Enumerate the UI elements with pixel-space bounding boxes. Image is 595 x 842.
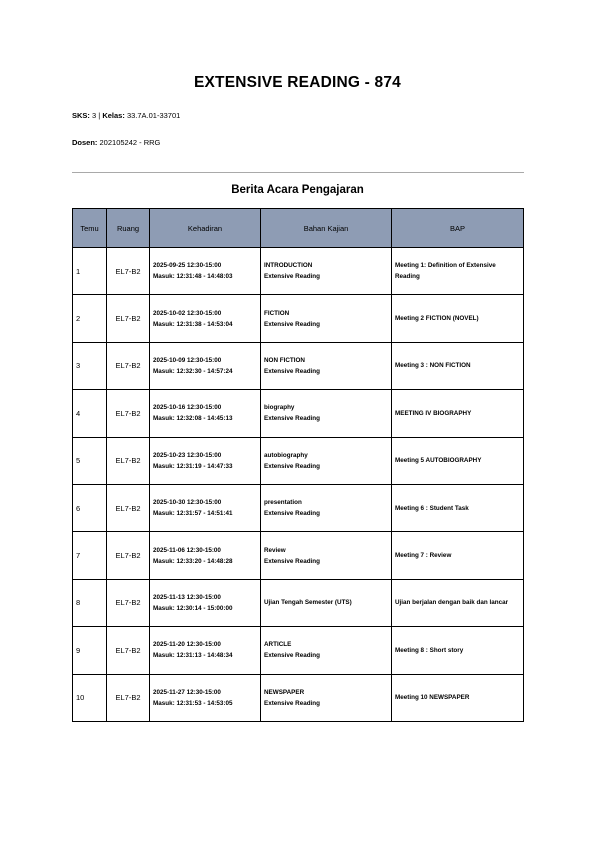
header-temu: Temu <box>73 209 107 248</box>
cell-bap <box>392 627 524 674</box>
bap-value: Meeting 2 FICTION (NOVEL) <box>395 315 479 323</box>
temu-value: 9 <box>76 645 81 655</box>
table-row <box>73 295 524 342</box>
jadwal-value: 2025-11-13 12:30-15:00 <box>153 593 221 601</box>
temu-value: 1 <box>76 266 81 276</box>
divider <box>72 172 524 173</box>
cell-bap <box>392 248 524 295</box>
temu-value: 8 <box>76 598 81 608</box>
topik-value: ARTICLE <box>264 641 292 649</box>
cell-ruang <box>107 390 150 437</box>
table-row <box>73 390 524 437</box>
cell-bap <box>392 532 524 579</box>
jadwal-value: 2025-10-16 12:30-15:00 <box>153 404 222 412</box>
sks-value: 3 <box>92 111 97 120</box>
jadwal-value: 2025-11-20 12:30-15:00 <box>153 641 221 649</box>
ruang-value: EL7-B2 <box>115 456 141 466</box>
cell-ruang <box>107 484 150 531</box>
bap-value: MEETING IV BIOGRAPHY <box>395 409 472 417</box>
masuk-value: Masuk: 12:31:19 - 14:47:33 <box>153 462 233 470</box>
cell-ruang <box>107 674 150 721</box>
cell-temu <box>73 295 107 342</box>
cell-bahan-kajian <box>261 295 392 342</box>
teaching-log-table <box>72 208 524 722</box>
temu-value: 7 <box>76 551 81 561</box>
masuk-value: Masuk: 12:31:57 - 14:51:41 <box>153 510 233 518</box>
bap-value: Meeting 5 AUTOBIOGRAPHY <box>395 457 482 465</box>
cell-bap <box>392 295 524 342</box>
bap-value: Meeting 1: Definition of Extensive Reading <box>395 262 496 281</box>
jadwal-value: 2025-10-02 12:30-15:00 <box>153 309 222 317</box>
cell-ruang <box>107 248 150 295</box>
header-bap: BAP <box>392 209 524 248</box>
cell-bap <box>392 390 524 437</box>
ruang-value: EL7-B2 <box>115 503 141 513</box>
table-row <box>73 674 524 721</box>
cell-kehadiran <box>150 532 261 579</box>
table-header-row <box>73 209 524 248</box>
sks-label: SKS: <box>72 111 90 120</box>
header-bahan-kajian: Bahan Kajian <box>261 209 392 248</box>
materi-value: Extensive Reading <box>264 462 320 470</box>
cell-kehadiran <box>150 579 261 626</box>
cell-bahan-kajian <box>261 484 392 531</box>
materi-value: Extensive Reading <box>264 699 320 707</box>
materi-value: Extensive Reading <box>264 510 320 518</box>
topik-value: Review <box>264 546 286 554</box>
materi-value: Extensive Reading <box>264 367 320 375</box>
materi-value: Extensive Reading <box>264 557 320 565</box>
cell-kehadiran <box>150 437 261 484</box>
cell-ruang <box>107 342 150 389</box>
section-title: Berita Acara Pengajaran <box>231 184 364 196</box>
dosen-label: Dosen: <box>72 138 98 147</box>
topik-value: Ujian Tengah Semester (UTS) <box>264 599 352 607</box>
cell-ruang <box>107 437 150 484</box>
cell-kehadiran <box>150 627 261 674</box>
cell-kehadiran <box>150 390 261 437</box>
temu-value: 5 <box>76 456 81 466</box>
cell-bap <box>392 342 524 389</box>
topik-value: NON FICTION <box>264 356 305 364</box>
cell-kehadiran <box>150 674 261 721</box>
jadwal-value: 2025-09-25 12:30-15:00 <box>153 262 222 270</box>
masuk-value: Masuk: 12:31:53 - 14:53:05 <box>153 699 233 707</box>
materi-value: Extensive Reading <box>264 273 320 281</box>
materi-value: Extensive Reading <box>264 415 320 423</box>
jadwal-value: 2025-11-06 12:30-15:00 <box>153 546 221 554</box>
topik-value: biography <box>264 404 295 412</box>
topik-value: FICTION <box>264 309 290 317</box>
cell-bahan-kajian <box>261 390 392 437</box>
header-kehadiran: Kehadiran <box>150 209 261 248</box>
separator: | <box>98 111 101 120</box>
cell-temu <box>73 484 107 531</box>
bap-value: Meeting 3 : NON FICTION <box>395 362 471 370</box>
kelas-value: 33.7A.01-33701 <box>126 111 181 120</box>
bap-value: Meeting 8 : Short story <box>395 646 464 654</box>
cell-bahan-kajian <box>261 532 392 579</box>
ruang-value: EL7-B2 <box>115 408 141 418</box>
topik-value: NEWSPAPER <box>264 688 305 696</box>
kelas-label: Kelas: <box>102 111 125 120</box>
table-row <box>73 484 524 531</box>
temu-value: 2 <box>76 314 81 324</box>
cell-temu <box>73 390 107 437</box>
bap-value: Meeting 10 NEWSPAPER <box>395 694 470 702</box>
table-row <box>73 437 524 484</box>
cell-bahan-kajian <box>261 248 392 295</box>
materi-value: Extensive Reading <box>264 320 320 328</box>
table-row <box>73 342 524 389</box>
topik-value: presentation <box>264 499 302 507</box>
masuk-value: Masuk: 12:32:08 - 14:45:13 <box>153 415 233 423</box>
document-title: EXTENSIVE READING - 874 <box>193 74 402 91</box>
ruang-value: EL7-B2 <box>115 551 141 561</box>
cell-temu <box>73 248 107 295</box>
table-row <box>73 579 524 626</box>
cell-bahan-kajian <box>261 342 392 389</box>
jadwal-value: 2025-10-30 12:30-15:00 <box>153 499 222 507</box>
cell-temu <box>73 342 107 389</box>
cell-temu <box>73 437 107 484</box>
masuk-value: Masuk: 12:32:30 - 14:57:24 <box>153 367 233 375</box>
course-info <box>72 111 180 120</box>
table-row <box>73 627 524 674</box>
header-ruang: Ruang <box>107 209 150 248</box>
cell-kehadiran <box>150 484 261 531</box>
temu-value: 10 <box>76 693 85 703</box>
masuk-value: Masuk: 12:31:13 - 14:48:34 <box>153 652 233 660</box>
jadwal-value: 2025-10-09 12:30-15:00 <box>153 356 222 364</box>
cell-ruang <box>107 627 150 674</box>
cell-bahan-kajian <box>261 627 392 674</box>
ruang-value: EL7-B2 <box>115 314 141 324</box>
table-row <box>73 532 524 579</box>
bap-value: Ujian berjalan dengan baik dan lancar <box>395 599 509 607</box>
cell-bap <box>392 579 524 626</box>
cell-bahan-kajian <box>261 579 392 626</box>
cell-kehadiran <box>150 295 261 342</box>
ruang-value: EL7-B2 <box>115 693 141 703</box>
cell-kehadiran <box>150 248 261 295</box>
cell-temu <box>73 674 107 721</box>
cell-bahan-kajian <box>261 674 392 721</box>
table-row <box>73 248 524 295</box>
cell-temu <box>73 627 107 674</box>
jadwal-value: 2025-10-23 12:30-15:00 <box>153 451 222 459</box>
masuk-value: Masuk: 12:31:38 - 14:53:04 <box>153 320 233 328</box>
bap-value: Meeting 7 : Review <box>395 552 452 560</box>
cell-ruang <box>107 532 150 579</box>
temu-value: 3 <box>76 361 81 371</box>
jadwal-value: 2025-11-27 12:30-15:00 <box>153 688 221 696</box>
ruang-value: EL7-B2 <box>115 266 141 276</box>
ruang-value: EL7-B2 <box>115 645 141 655</box>
cell-ruang <box>107 295 150 342</box>
topik-value: autobiography <box>264 451 308 459</box>
cell-temu <box>73 532 107 579</box>
materi-value: Extensive Reading <box>264 652 320 660</box>
temu-value: 6 <box>76 503 81 513</box>
masuk-value: Masuk: 12:30:14 - 15:00:00 <box>153 604 233 612</box>
topik-value: INTRODUCTION <box>264 262 313 270</box>
cell-bap <box>392 484 524 531</box>
lecturer-info <box>72 138 160 147</box>
cell-temu <box>73 579 107 626</box>
ruang-value: EL7-B2 <box>115 598 141 608</box>
masuk-value: Masuk: 12:31:48 - 14:48:03 <box>153 273 233 281</box>
bap-value: Meeting 6 : Student Task <box>395 504 469 512</box>
masuk-value: Masuk: 12:33:20 - 14:48:28 <box>153 557 233 565</box>
temu-value: 4 <box>76 408 81 418</box>
cell-bap <box>392 674 524 721</box>
cell-bap <box>392 437 524 484</box>
cell-bahan-kajian <box>261 437 392 484</box>
dosen-value: 202105242 - RRG <box>99 138 161 147</box>
cell-kehadiran <box>150 342 261 389</box>
ruang-value: EL7-B2 <box>115 361 141 371</box>
cell-ruang <box>107 579 150 626</box>
